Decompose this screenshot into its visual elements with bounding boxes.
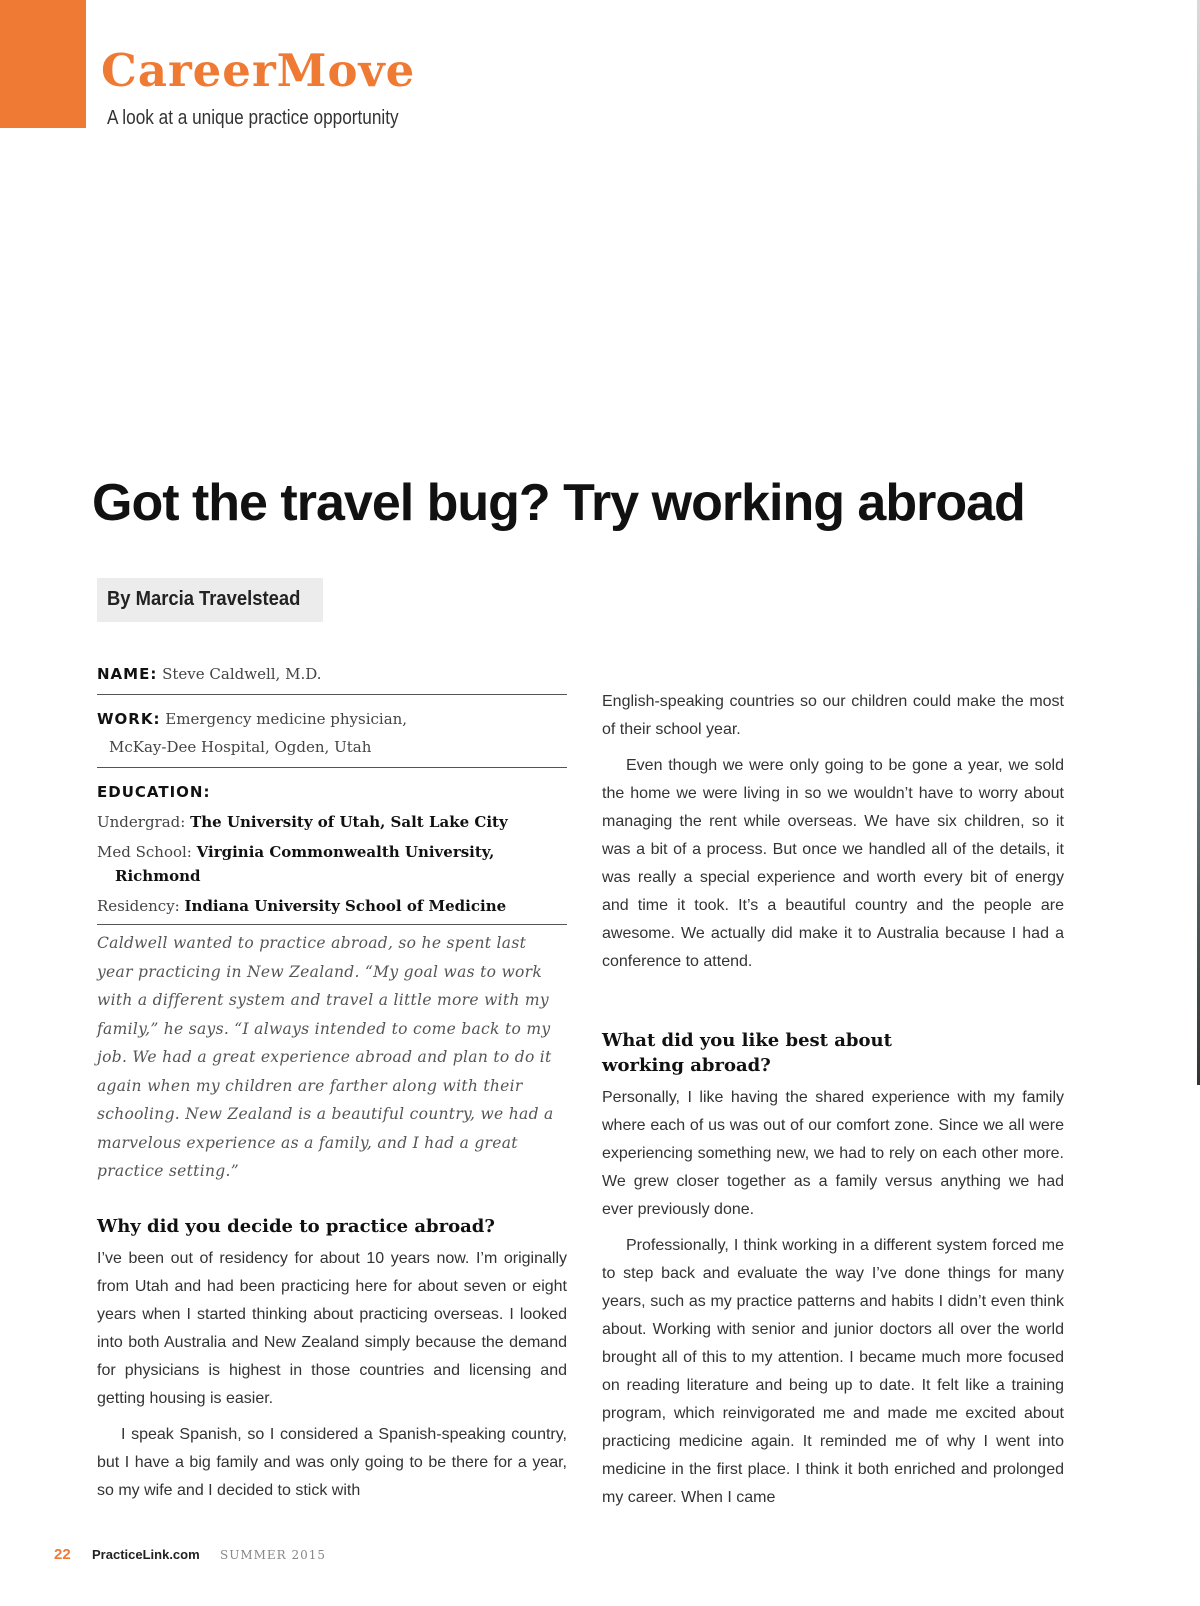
education-label-row: [97, 778, 567, 806]
education-label: EDUCATION:: [97, 783, 211, 801]
section-title: CareerMove: [101, 44, 416, 97]
divider: [97, 767, 567, 768]
undergrad-label: Undergrad:: [97, 813, 186, 831]
profile-work-row: [97, 705, 567, 761]
question-heading: [602, 1028, 1064, 1078]
work-value-1: Emergency medicine physician,: [165, 710, 408, 728]
article-headline: Got the travel bug? Try working abroad: [92, 474, 1025, 532]
profile-name-row: [97, 660, 567, 688]
question-heading: Why did you decide to practice abroad?: [97, 1215, 495, 1237]
right-column: [602, 688, 1064, 1520]
question-heading-line-2: working abroad?: [602, 1055, 771, 1076]
residency-value: Indiana University School of Medicine: [184, 897, 507, 915]
undergrad-value: The University of Utah, Salt Lake City: [190, 813, 508, 831]
answer-paragraph: I speak Spanish, so I considered a Spanish-speaking country, but I have a big family and was only going to be there for a year, so my wife and I decided to stick with: [97, 1425, 567, 1499]
medschool-row: [97, 840, 567, 888]
undergrad-row: [97, 810, 567, 834]
medschool-value-1: Virginia Commonwealth University,: [196, 843, 495, 861]
name-value: Steve Caldwell, M.D.: [162, 665, 322, 683]
medschool-value-2: Richmond: [115, 867, 201, 885]
byline-text: By Marcia Travelstead: [107, 588, 301, 610]
divider: [97, 694, 567, 695]
footer-issue: SUMMER 2015: [220, 1548, 327, 1562]
page-number: 22: [54, 1546, 71, 1563]
section-tagline: A look at a unique practice opportunity: [107, 107, 399, 129]
work-value-2: McKay-Dee Hospital, Ogden, Utah: [109, 738, 372, 756]
name-label: NAME:: [97, 665, 158, 683]
residency-row: [97, 894, 567, 918]
answer-paragraph: Even though we were only going to be gone a year, we sold the home we were living in so we wouldn’t have to worry about managing the rent while overseas. We have six children, so it was a bit of a process. But once we handled all of the details, it was really a special experience and worth every bit of energy and time it took. It’s a beautiful country and the people are awesome. We actually did make it to Australia because I had a conference to attend.: [602, 757, 1064, 970]
divider: [97, 924, 567, 925]
answer-paragraph: Professionally, I think working in a different system forced me to step back and evaluate the way I’ve done things for many years, such as my practice patterns and habits I didn’t even think about. Working with senior and junior doctors all over the world brought all of this to my attention. I became much more focused on reading literature and being up to date. It felt like a training program, which reinvigorated me and made me excited about practicing medicine again. It reminded me of why I went into medicine in the first place. I think it both enriched and prolonged my career. When I came: [602, 1237, 1064, 1506]
medschool-label: Med School:: [97, 843, 192, 861]
footer-site: PracticeLink.com: [92, 1547, 200, 1562]
byline-box: [97, 578, 323, 622]
question-heading-line-1: What did you like best about: [602, 1030, 892, 1051]
answer-paragraph: I’ve been out of residency for about 10 years now. I’m originally from Utah and had been practicing here for about seven or eight years when I started thinking about practicing overseas. I looked into both Australia and New Zealand simply because the demand for physicians is highest in those countries and licensing and getting housing is easier.: [97, 1249, 567, 1407]
intro-paragraph: Caldwell wanted to practice abroad, so he spent last year practicing in New Zealand. “My goal was to work with a different system and travel a little more with my family,” he says. “I always intended to come back to my job. We had a great experience abroad and plan to do it again when my children are farther along with their schooling. New Zealand is a beautiful country, we had a marvelous experience as a family, and I had a great practice setting.”: [97, 934, 554, 1180]
answer-paragraph: Personally, I like having the shared experience with my family where each of us was out of our comfort zone. Since we all were experiencing something new, we had to rely on each other more. We grew closer together as a family versus anything we had ever previously done.: [602, 1089, 1064, 1218]
answer-paragraph: English-speaking countries so our children could make the most of their school year.: [602, 693, 1064, 738]
residency-label: Residency:: [97, 897, 180, 915]
left-column: [97, 660, 567, 1513]
work-label: WORK:: [97, 710, 161, 728]
section-color-block: [0, 0, 86, 128]
